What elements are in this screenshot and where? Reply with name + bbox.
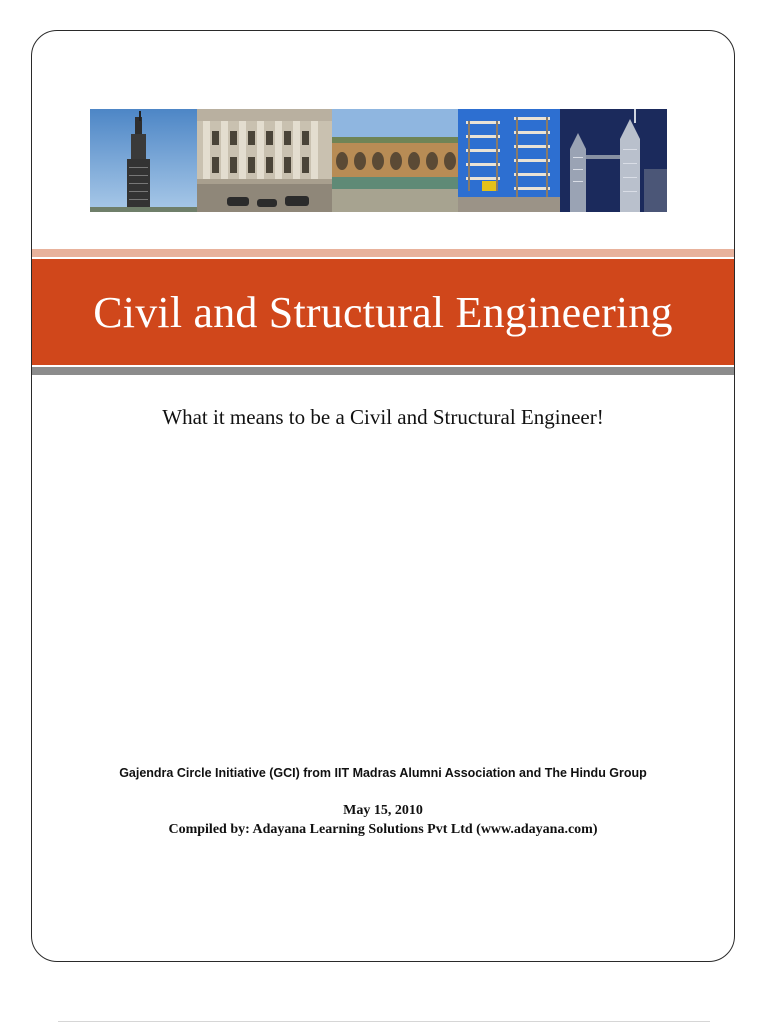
cover-page [31, 30, 735, 962]
compiled-by: Compiled by: Adayana Learning Solutions Pvt Ltd (www.adayana.com) [168, 822, 598, 837]
accent-rule-top [32, 249, 734, 257]
organization-credit: Gajendra Circle Initiative (GCI) from IIT Madras Alumni Association and The Hindu Group [119, 766, 647, 780]
page-subtitle: What it means to be a Civil and Structural Engineer! [162, 405, 604, 429]
page-title: Civil and Structural Engineering [93, 287, 673, 337]
twin-towers-photo [560, 109, 667, 212]
title-banner [32, 259, 734, 365]
aqueduct-bridge-photo [332, 109, 458, 212]
accent-rule-bottom [32, 367, 734, 375]
skyscraper-photo [90, 109, 197, 212]
construction-frame-photo [458, 109, 560, 212]
page-bottom-divider [58, 1021, 710, 1022]
photo-strip [90, 109, 667, 212]
publication-date: May 15, 2010 [343, 803, 423, 818]
classical-building-photo [197, 109, 332, 212]
